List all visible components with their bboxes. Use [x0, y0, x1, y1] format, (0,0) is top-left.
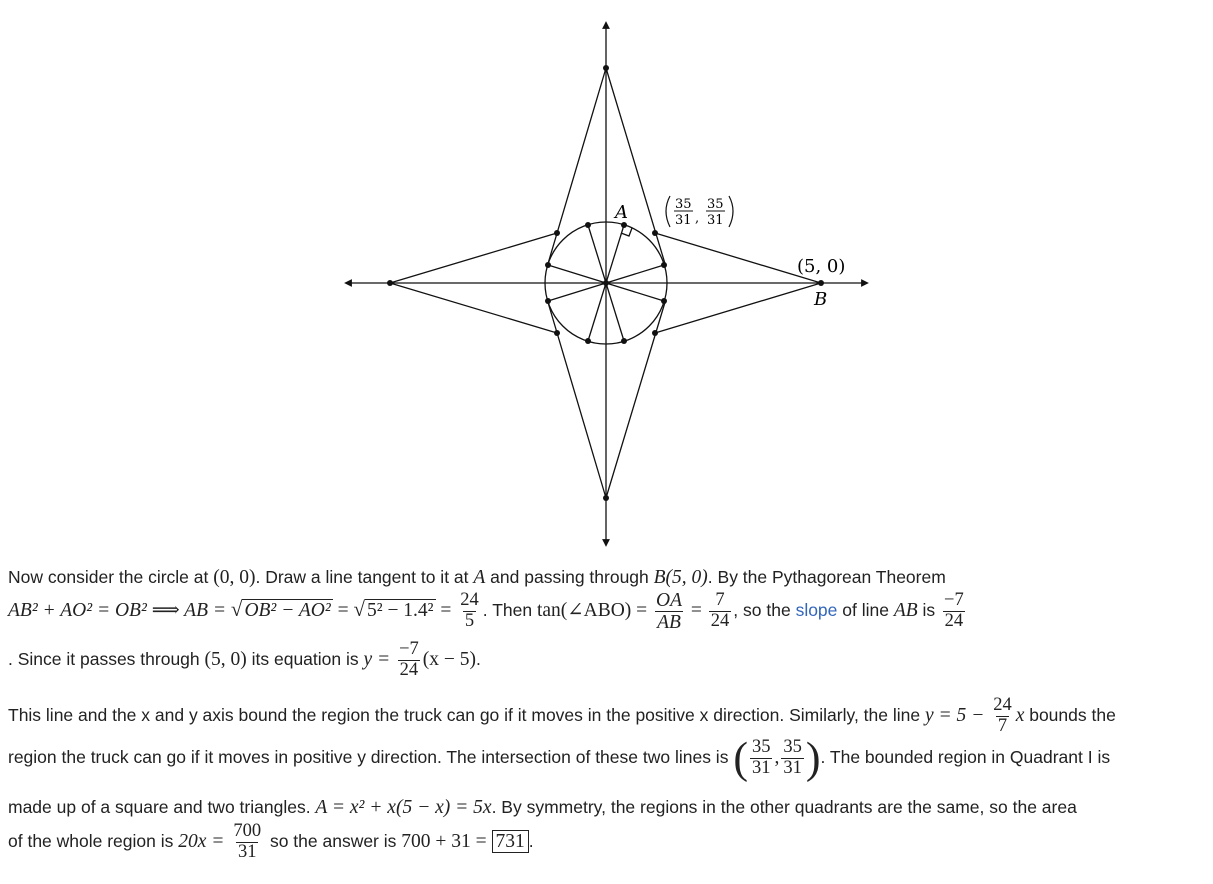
svg-text:35: 35 [675, 197, 692, 212]
label-b: B [814, 289, 828, 310]
frac-35-31-a: $\frac{35}{31}$ [751, 737, 771, 778]
svg-text:31: 31 [707, 213, 724, 228]
frac-neg7-24-eq: $\frac{-7}{24}$ [399, 639, 419, 680]
frac-oa-ab: $\frac{OA}{AB}$ [656, 590, 683, 634]
label-a: A [615, 202, 628, 223]
frac-700-31: $\frac{700}{31}$ [233, 821, 262, 862]
frac-35-31-b: $\frac{35}{31}$ [783, 737, 802, 778]
line-4: This line and the x and y axis bound the region the truck can go if it moves in the positive x direction. Similarly, the line y = 5 − $\frac{24}{7}$ x bounds the [8, 695, 1116, 736]
line-2: AB² + AO² = OB² ⟹ AB = √ OB² − AO² = √ 5² − 1.4² = $\frac{24}{5}$ . Then tan(∠ABO) = $\frac{OA}{AB}$ = $\frac{7}{24}$ , so the slope of line AB is $\frac{-7}{24}$ [8, 590, 964, 634]
svg-text:35: 35 [707, 197, 724, 212]
label-point-b: (5, 0) [797, 256, 846, 277]
answer-box: 731 [492, 830, 529, 853]
frac-24-5: $\frac{24}{5}$ [460, 590, 479, 632]
line-5: region the truck can go if it moves in positive y direction. The intersection of these two lines is ( $\frac{35}{31}$ , $\frac{35}{31}$ ). The bounded region in Quadrant I is [8, 733, 1111, 783]
label-tangent-point [666, 196, 733, 228]
sqrt-2: √ 5² − 1.4² [353, 597, 434, 622]
svg-text:31: 31 [675, 213, 692, 228]
sqrt-1: √ OB² − AO² [230, 597, 331, 622]
frac-24-7: $\frac{24}{7}$ [993, 695, 1012, 736]
line-1: Now consider the circle at (0, 0). Draw a line tangent to it at A and passing through B(5, 0). By the Pythagorean Theorem [8, 567, 946, 588]
frac-neg7-24: $\frac{-7}{24}$ [944, 590, 964, 632]
frac-7-24: $\frac{7}{24}$ [710, 590, 730, 632]
slope-link[interactable]: slope [795, 600, 838, 621]
line-3: . Since it passes through (5, 0) its equation is y = $\frac{-7}{24}$ (x − 5). [8, 639, 481, 680]
line-6: made up of a square and two triangles. A = x² + x(5 − x) = 5x. By symmetry, the regions in the other quadrants are the same, so the area [8, 797, 1077, 818]
svg-text:,: , [695, 211, 700, 226]
line-7: of the whole region is 20x = $\frac{700}{31}$ so the answer is 700 + 31 = 731 . [8, 821, 534, 862]
